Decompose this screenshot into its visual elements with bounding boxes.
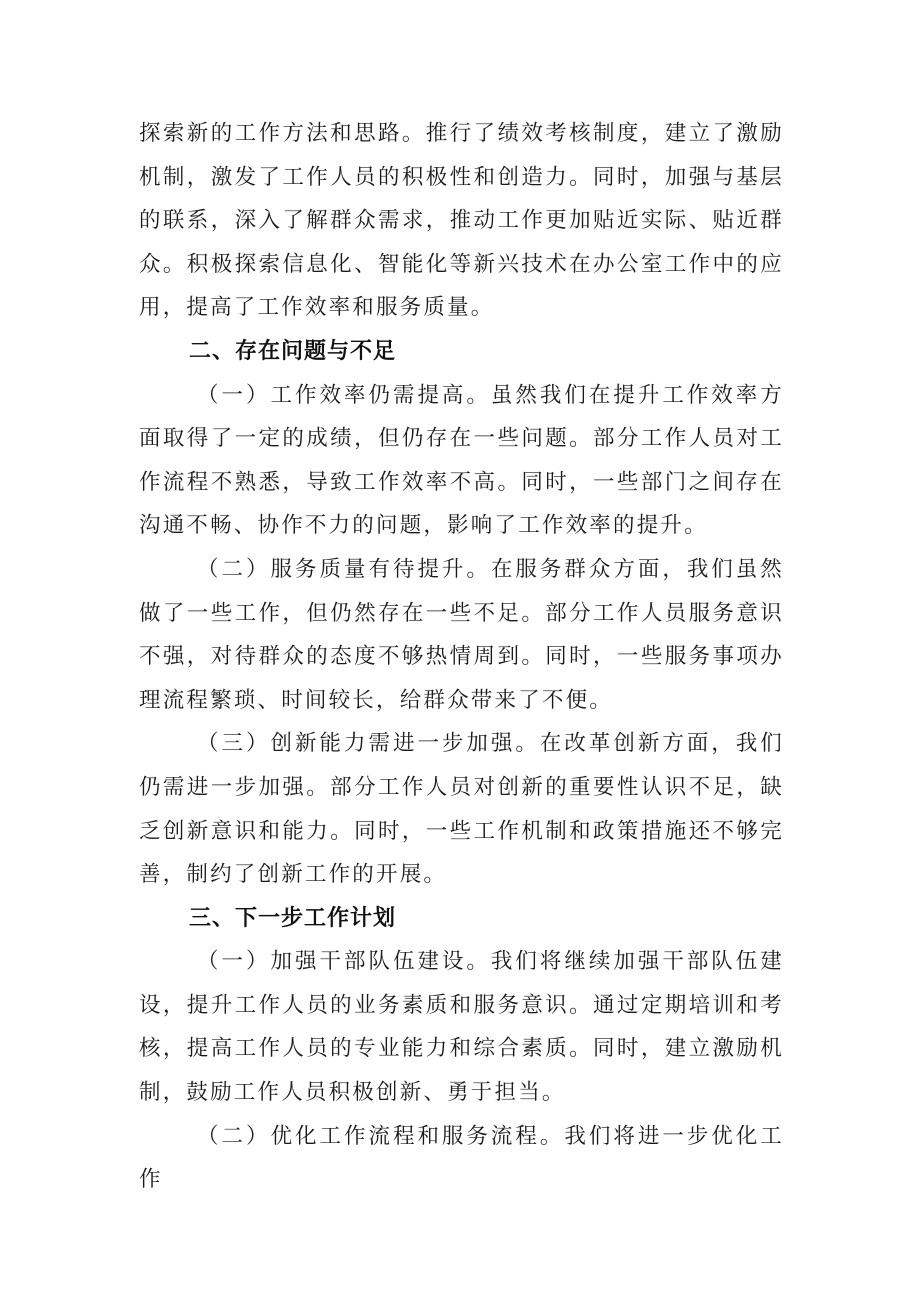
paragraph-continuation: 探索新的工作方法和思路。推行了绩效考核制度，建立了激励机制，激发了工作人员的积极性和创造力。同时，加强与基层的联系，深入了解群众需求，推动工作更加贴近实际、贴近群众。积极探索信息化、智能化等新兴技术在办公室工作中的应用，提高了工作效率和服务质量。 xyxy=(139,121,784,321)
paragraph-plan-team: （一）加强干部队伍建设。我们将继续加强干部队伍建设，提升工作人员的业务素质和服务意识。通过定期培训和考核，提高工作人员的专业能力和综合素质。同时，建立激励机制，鼓励工作人员积极创新、勇于担当。 xyxy=(139,949,784,1106)
paragraph-problem-efficiency: （一）工作效率仍需提高。虽然我们在提升工作效率方面取得了一定的成绩，但仍存在一些问题。部分工作人员对工作流程不熟悉，导致工作效率不高。同时，一些部门之间存在沟通不畅、协作不力的问题，影响了工作效率的提升。 xyxy=(139,382,784,539)
document-page xyxy=(139,112,784,1202)
paragraph-problem-service: （二）服务质量有待提升。在服务群众方面，我们虽然做了一些工作，但仍然存在一些不足。部分工作人员服务意识不强，对待群众的态度不够热情周到。同时，一些服务事项办理流程繁琐、时间较长，给群众带来了不便。 xyxy=(139,556,784,713)
paragraph-plan-process: （二）优化工作流程和服务流程。我们将进一步优化工作 xyxy=(139,1123,784,1193)
section-heading-plan: 三、下一步工作计划 xyxy=(189,905,397,931)
paragraph-problem-innovation: （三）创新能力需进一步加强。在改革创新方面，我们仍需进一步加强。部分工作人员对创新的重要性认识不足，缺乏创新意识和能力。同时，一些工作机制和政策措施还不够完善，制约了创新工作的开展。 xyxy=(139,731,784,888)
section-heading-problems: 二、存在问题与不足 xyxy=(189,338,397,364)
